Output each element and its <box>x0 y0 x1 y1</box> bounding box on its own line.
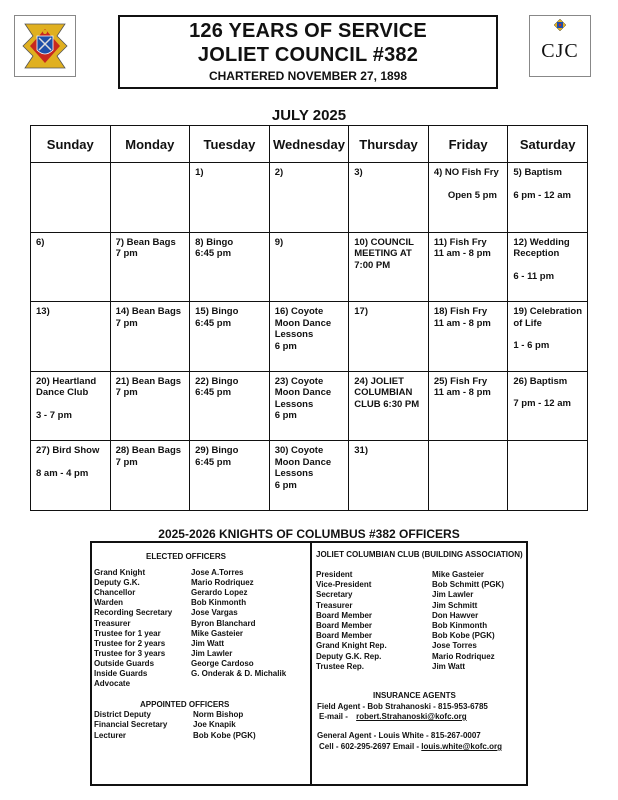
officer-name: Don Hawver <box>432 610 479 620</box>
day-number-event: 19) Celebration <box>513 306 583 317</box>
calendar-day-cell <box>31 441 111 511</box>
day-header-friday: Friday <box>428 126 508 163</box>
officer-row <box>94 679 130 689</box>
general-agent-line: General Agent - Louis White - 815-267-0007 <box>317 731 481 740</box>
event-spacer <box>36 457 105 468</box>
event-detail: 7 pm - 12 am <box>513 398 571 409</box>
event-detail: Lessons <box>274 329 314 340</box>
event-detail: 6 pm <box>274 340 297 352</box>
header-council: JOLIET COUNCIL #382 <box>197 44 419 66</box>
event-detail: Moon Dance <box>274 387 332 398</box>
officer-row <box>94 658 254 669</box>
officer-row <box>94 628 244 639</box>
officer-role: Financial Secretary <box>94 720 168 730</box>
officer-role: Inside Guards <box>94 669 148 678</box>
header-box <box>118 15 498 89</box>
day-number-event: 5) Baptism <box>513 167 562 178</box>
officer-row <box>94 618 256 629</box>
officer-row <box>94 648 233 659</box>
calendar-day-cell <box>31 371 111 441</box>
calendar-day-cell <box>508 441 588 511</box>
officer-role: Outside Guards <box>94 658 155 668</box>
event-detail: 7:00 PM <box>354 259 391 271</box>
insurance-agents-heading: INSURANCE AGENTS <box>373 691 456 700</box>
officer-name: Jose Vargas <box>191 608 238 618</box>
day-number-event: 27) Bird Show <box>36 445 100 456</box>
day-header-monday: Monday <box>110 126 190 163</box>
day-number-event: 12) Wedding <box>513 236 570 248</box>
officer-name: G. Onderak & D. Michalik <box>191 669 287 678</box>
calendar-day-cell <box>349 232 429 302</box>
calendar-day-cell <box>428 371 508 441</box>
event-spacer <box>513 387 582 398</box>
event-detail: 3 - 7 pm <box>36 409 72 421</box>
event-detail: 11 am - 8 pm <box>433 387 491 398</box>
event-detail: Dance Club <box>36 387 89 398</box>
officer-name: Joe Knapik <box>193 720 236 730</box>
day-header-saturday: Saturday <box>508 126 588 163</box>
event-detail: 11 am - 8 pm <box>433 317 491 329</box>
event-detail: 1 - 6 pm <box>513 340 550 351</box>
day-header-sunday: Sunday <box>31 126 111 163</box>
calendar-month-title: JULY 2025 <box>271 107 347 124</box>
officer-row <box>94 578 254 588</box>
officer-role: Trustee Rep. <box>316 661 365 671</box>
day-number-event: 29) Bingo <box>195 445 239 456</box>
officer-role: Lecturer <box>94 730 127 740</box>
field-agent-email-link[interactable]: robert.Strahanoski@kofc.org <box>356 712 467 721</box>
officer-name: Bob Kobe (PGK) <box>432 631 495 641</box>
general-agent-email-link[interactable]: louis.white@kofc.org <box>421 742 502 751</box>
event-spacer <box>434 179 503 190</box>
officer-role: Trustee for 3 years <box>94 648 166 658</box>
officer-row <box>316 631 495 641</box>
day-number-event: 26) Baptism <box>513 375 568 387</box>
day-number-event: 2) <box>274 167 284 178</box>
officer-row <box>94 720 236 730</box>
officer-row <box>94 730 256 741</box>
officer-name: Jim Lawler <box>432 590 474 600</box>
calendar-day-cell <box>269 163 349 233</box>
officer-role: Trustee for 1 year <box>94 628 161 638</box>
officer-role: Chancellor <box>94 588 136 598</box>
officer-role: Recording Secretary <box>94 608 173 618</box>
day-number-event: 9) <box>274 236 284 248</box>
cjc-logo <box>529 15 591 77</box>
day-number-event: 1) <box>195 167 204 178</box>
officer-name: George Cardoso <box>191 658 254 668</box>
officer-row <box>316 570 485 580</box>
calendar-day-cell <box>110 232 190 302</box>
officers-divider <box>310 543 312 784</box>
officer-name: Jim Watt <box>432 661 466 671</box>
day-number-event: 24) JOLIET <box>354 375 404 387</box>
officer-row <box>316 651 495 662</box>
calendar-day-cell <box>349 371 429 441</box>
day-number-event: 13) <box>36 306 50 317</box>
calendar-day-cell <box>508 232 588 302</box>
calendar-day-cell <box>349 302 429 372</box>
officer-row <box>316 641 477 651</box>
officer-role: Treasurer <box>316 600 353 610</box>
day-number-event: 20) Heartland <box>36 375 97 387</box>
general-agent-contact-line <box>319 742 502 751</box>
general-agent-cell: Cell - 602-295-2697 Email - <box>319 742 422 751</box>
officer-row <box>316 580 504 590</box>
day-number-event: 8) Bingo <box>195 236 234 248</box>
officer-role: Board Member <box>316 610 373 620</box>
calendar-day-cell <box>508 371 588 441</box>
calendar-day-cell <box>349 163 429 233</box>
officer-name: Jim Lawler <box>191 648 233 658</box>
officer-row <box>94 710 244 720</box>
officer-name: Jose Torres <box>432 641 477 651</box>
day-number-event: 22) Bingo <box>195 375 239 387</box>
calendar-day-cell <box>190 371 270 441</box>
event-detail: 6 pm <box>274 410 297 421</box>
officer-name: Mario Rodriquez <box>432 651 495 661</box>
officers-box <box>90 541 528 786</box>
calendar-day-cell <box>190 441 270 511</box>
event-detail: 6 - 11 pm <box>513 270 555 282</box>
officer-name: Bob Kobe (PGK) <box>193 730 256 740</box>
cjc-logo-text: CJC <box>541 40 579 62</box>
kofc-emblem-icon <box>15 16 75 76</box>
event-detail: Moon Dance <box>274 456 332 468</box>
officer-name: Jim Watt <box>191 638 225 648</box>
officer-row <box>316 661 466 672</box>
calendar-day-cell <box>190 232 270 302</box>
officer-row <box>316 590 474 600</box>
calendar-day-cell <box>428 302 508 372</box>
kofc-emblem-logo <box>14 15 76 77</box>
officer-row <box>94 669 287 679</box>
event-detail: 6 pm - 12 am <box>513 189 571 201</box>
day-number-event: 21) Bean Bags <box>115 375 182 387</box>
event-detail: 6:45 pm <box>195 387 232 398</box>
day-number-event: 31) <box>354 445 368 456</box>
calendar-day-cell <box>269 232 349 302</box>
event-detail: 7 pm <box>115 248 138 259</box>
event-detail: CLUB 6:30 PM <box>354 398 420 410</box>
event-detail: Lessons <box>274 398 314 410</box>
day-number-event: 7) Bean Bags <box>115 236 176 248</box>
day-number-event: 17) <box>354 306 368 317</box>
calendar-day-cell <box>110 441 190 511</box>
officer-row <box>316 600 478 611</box>
day-number-event: 11) Fish Fry <box>433 236 487 248</box>
event-detail: Open 5 pm <box>447 189 497 201</box>
calendar-day-cell <box>31 232 111 302</box>
officer-role: Secretary <box>316 590 353 600</box>
officer-role: Trustee for 2 years <box>94 638 166 648</box>
calendar-day-cell <box>508 163 588 233</box>
calendar-day-cell <box>31 302 111 372</box>
day-number-event: 28) Bean Bags <box>115 445 182 456</box>
event-spacer <box>513 260 582 271</box>
calendar-day-cell <box>269 441 349 511</box>
officer-role: Warden <box>94 598 124 608</box>
calendar-day-cell <box>110 163 190 233</box>
calendar-day-cell <box>269 371 349 441</box>
field-agent-email-line <box>319 712 467 721</box>
day-header-wednesday: Wednesday <box>269 126 349 163</box>
calendar-day-cell <box>428 441 508 511</box>
field-agent-email-label: E-mail - <box>319 712 348 721</box>
officer-row <box>94 608 238 618</box>
field-agent-line: Field Agent - Bob Strahanoski - 815-953-6785 <box>317 702 488 711</box>
event-detail: 6:45 pm <box>195 456 232 468</box>
officer-name: Mike Gasteier <box>432 570 485 579</box>
event-detail: 7 pm <box>115 387 138 398</box>
elected-officers-heading: ELECTED OFFICERS <box>146 552 227 561</box>
day-number-event: 23) Coyote <box>274 375 324 387</box>
calendar-day-cell <box>428 232 508 302</box>
officer-row <box>94 568 244 578</box>
calendar-week-row <box>31 163 588 233</box>
officer-name: Norm Bishop <box>193 710 244 719</box>
day-number-event: 10) COUNCIL <box>354 236 414 248</box>
calendar-day-cell <box>508 302 588 372</box>
officer-role: Board Member <box>316 621 373 630</box>
calendar-week-row <box>31 371 588 441</box>
calendar-body <box>31 163 588 511</box>
officer-role: Vice-President <box>316 580 372 590</box>
officer-name: Jim Schmitt <box>432 600 478 610</box>
day-header-thursday: Thursday <box>349 126 429 163</box>
officer-role: President <box>316 570 353 579</box>
event-detail: 7 pm <box>115 456 138 468</box>
event-detail: MEETING AT <box>354 248 412 259</box>
officer-row <box>94 588 248 598</box>
event-detail: Lessons <box>274 468 314 479</box>
event-detail: 8 am - 4 pm <box>36 467 89 479</box>
officer-role: District Deputy <box>94 710 151 719</box>
event-detail: Moon Dance <box>274 317 332 329</box>
calendar-day-cell <box>190 163 270 233</box>
officer-role: Treasurer <box>94 618 131 628</box>
calendar-week-row <box>31 302 588 372</box>
officer-row <box>94 598 247 608</box>
officer-name: Byron Blanchard <box>191 618 256 628</box>
event-detail: Reception <box>513 248 560 259</box>
officer-name: Mario Rodriquez <box>191 578 254 588</box>
day-header-tuesday: Tuesday <box>190 126 270 163</box>
calendar-day-cell <box>110 302 190 372</box>
calendar-day-cell <box>349 441 429 511</box>
day-number-event: 16) Coyote <box>274 306 324 317</box>
calendar-header-row <box>31 126 588 163</box>
event-detail: 7 pm <box>115 317 138 329</box>
calendar-day-cell <box>31 163 111 233</box>
day-number-event: 18) Fish Fry <box>433 306 488 317</box>
event-detail: of Life <box>513 317 542 329</box>
calendar-week-row <box>31 441 588 511</box>
appointed-officers-heading: APPOINTED OFFICERS <box>140 700 230 709</box>
officer-role: Advocate <box>94 679 131 689</box>
event-detail: 11 am - 8 pm <box>433 248 491 259</box>
officer-role: Grand Knight <box>94 568 146 577</box>
club-heading: JOLIET COLUMBIAN CLUB (BUILDING ASSOCIATION) <box>316 550 523 559</box>
calendar-table <box>30 125 588 511</box>
event-detail: 6:45 pm <box>195 248 232 259</box>
officer-name: Gerardo Lopez <box>191 588 248 598</box>
day-number-event: 15) Bingo <box>195 306 239 317</box>
officer-name: Bob Kinmonth <box>432 621 488 630</box>
officer-role: Deputy G.K. Rep. <box>316 651 382 661</box>
officer-row <box>94 638 225 649</box>
officer-role: Grand Knight Rep. <box>316 641 387 651</box>
event-detail: COLUMBIAN <box>354 387 413 398</box>
event-spacer <box>36 399 105 410</box>
day-number-event: 14) Bean Bags <box>115 306 182 317</box>
officer-name: Bob Kinmonth <box>191 598 247 608</box>
header-title: 126 YEARS OF SERVICE <box>189 20 427 42</box>
event-spacer <box>513 329 582 340</box>
day-number-event: 25) Fish Fry <box>433 375 488 387</box>
officers-title: 2025-2026 KNIGHTS OF COLUMBUS #382 OFFICERS <box>158 527 460 541</box>
event-detail: 6:45 pm <box>195 317 232 329</box>
officer-row <box>316 610 479 621</box>
officer-name: Jose A.Torres <box>191 568 244 577</box>
day-number-event: 4) NO Fish Fry <box>433 167 499 178</box>
day-number-event: 3) <box>354 167 363 178</box>
officer-name: Bob Schmitt (PGK) <box>432 580 504 590</box>
officer-row <box>316 621 488 631</box>
calendar-day-cell <box>269 302 349 372</box>
calendar-day-cell <box>110 371 190 441</box>
officer-role: Deputy G.K. <box>94 578 140 588</box>
header-chartered: CHARTERED NOVEMBER 27, 1898 <box>208 69 408 83</box>
officer-role: Board Member <box>316 631 373 641</box>
event-spacer <box>513 179 582 190</box>
day-number-event: 6) <box>36 236 45 248</box>
calendar-day-cell <box>428 163 508 233</box>
day-number-event: 30) Coyote <box>274 445 324 456</box>
officer-name: Mike Gasteier <box>191 628 244 638</box>
event-detail: 6 pm <box>274 479 297 491</box>
calendar-week-row <box>31 232 588 302</box>
calendar-day-cell <box>190 302 270 372</box>
